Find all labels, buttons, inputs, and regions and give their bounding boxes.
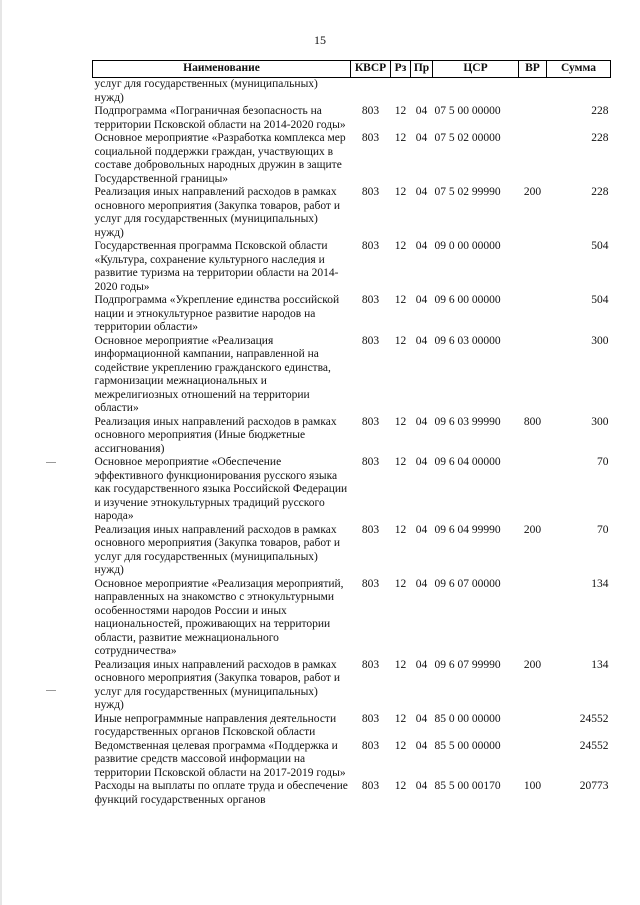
cell-pr: 04 [415,186,428,198]
cell-name: Подпрограмма «Укрепление единства российской нации и этнокультурное развитие народов на территории области» [94,294,340,333]
cell-rz: 12 [394,132,407,144]
cell-sum: 134 [591,577,609,590]
cell-csr: 07 5 02 00000 [434,132,501,144]
cell-pr: 04 [415,577,428,590]
cell-pr [411,78,433,106]
cell-ksvr [351,78,391,106]
cell-ksvr: 803 [361,132,380,144]
cell-name: Иные непрограммные направления деятельности государственных органов Псковской области [94,712,337,738]
cell-rz: 12 [394,658,407,671]
cell-sum: 20773 [579,780,609,792]
cell-name: Основное мероприятие «Обеспечение эффективного функционирования русского языка как государственного языка Российской Федерации и изучение этнокультурных традиций русского народа» [94,456,348,522]
page-number: 15 [314,33,326,47]
cell-sum: 504 [591,294,609,306]
cell-vr: 200 [523,658,542,671]
table-row [93,132,611,186]
cell-sum: 228 [591,105,609,117]
cell-rz: 12 [394,294,407,306]
cell-pr: 04 [415,456,428,468]
cell-pr: 04 [415,415,428,428]
cell-sum: 24552 [579,739,609,752]
table-row [93,416,611,457]
cell-vr [519,578,547,659]
cell-pr: 04 [415,780,428,792]
cell-rz [391,78,411,106]
cell-csr: 09 6 03 99990 [434,415,501,428]
cell-vr: 200 [523,186,542,198]
cell-name: Основное мероприятие «Разработка комплекса мер социальной поддержки граждан, участвующих в составе добровольных народных дружин в защите Государственной границы» [94,132,346,185]
cell-sum: 228 [591,186,609,198]
cell-ksvr: 803 [361,186,380,198]
cell-rz: 12 [394,712,407,725]
cell-vr [519,132,547,186]
cell-name: Реализация иных направлений расходов в рамках основного мероприятия (Закупка товаров, работ и услуг для государственных (муниципальных) нужд) [94,523,340,576]
cell-pr: 04 [415,334,428,347]
budget-table [92,60,611,807]
cell-rz: 12 [394,334,407,347]
cell-pr: 04 [415,105,428,117]
cell-vr [519,335,547,416]
cell-ksvr: 803 [361,294,380,306]
table-row [93,578,611,659]
cell-name: Реализация иных направлений расходов в рамках основного мероприятия (Закупка товаров, работ и услуг для государственных (муниципальных) нужд) [94,658,340,711]
cell-sum: 70 [597,523,609,536]
cell-name: Ведомственная целевая программа «Поддержка и развитие средств массовой информации на территории Псковской области на 2017-2019 годы» [94,739,346,779]
cell-rz: 12 [394,105,407,117]
header-name: Наименование [93,61,351,78]
header-csr: ЦСР [433,61,519,78]
cell-rz: 12 [394,739,407,752]
cell-name: Основное мероприятие «Реализация мероприятий, направленных на знакомство с этнокультурными особенностями народов России и иных национальностей, проживающих на территории области, развитие межнационального сотрудничества» [94,577,344,657]
cell-pr: 04 [415,739,428,752]
table-row [93,740,611,781]
cell-pr: 04 [415,658,428,671]
cell-vr: 800 [523,415,542,428]
cell-name: Государственная программа Псковской области «Культура, сохранение культурного наследия и развитие туризма на территории области на 2014-2020 годы» [94,240,339,293]
table-row [93,240,611,294]
table-row [93,335,611,416]
cell-csr: 09 6 07 99990 [434,658,501,671]
cell-ksvr: 803 [361,658,380,671]
cell-name: услуг для государственных (муниципальных) нужд) [94,78,318,104]
cell-ksvr: 803 [361,334,380,347]
cell-vr [519,713,547,740]
cell-vr [519,456,547,524]
cell-csr: 09 0 00 00000 [434,240,501,252]
cell-sum: 134 [591,658,609,671]
cell-pr: 04 [415,523,428,536]
cell-pr: 04 [415,294,428,306]
table-row [93,780,611,807]
cell-csr: 09 6 04 99990 [434,523,501,536]
cell-csr: 07 5 00 00000 [434,105,501,117]
cell-vr [519,78,547,106]
cell-ksvr: 803 [361,240,380,252]
cell-pr: 04 [415,240,428,252]
cell-sum: 228 [591,132,609,144]
cell-name: Основное мероприятие «Реализация информационной кампании, направленной на содействие укреплению гражданского единства, гармонизации межнациональных и межрелигиозных отношений на территории области» [94,334,331,414]
cell-vr [519,294,547,335]
cell-rz: 12 [394,186,407,198]
cell-ksvr: 803 [361,105,380,117]
cell-name: Реализация иных направлений расходов в рамках основного мероприятия (Иные бюджетные ассигнования) [94,415,337,455]
header-pr: Пр [411,61,433,78]
cell-csr [433,78,519,106]
cell-rz: 12 [394,456,407,468]
cell-name: Подпрограмма «Пограничная безопасность на территории Псковской области на 2014-2020 годы» [94,105,346,131]
table-row [93,78,611,106]
header-vr: ВР [519,61,547,78]
cell-sum [547,78,611,106]
cell-vr: 200 [523,523,542,536]
table-row [93,456,611,524]
margin-mark [46,690,56,691]
cell-ksvr: 803 [361,712,380,725]
table-row [93,713,611,740]
cell-sum: 24552 [579,712,609,725]
cell-ksvr: 803 [361,739,380,752]
cell-name: Расходы на выплаты по оплате труда и обеспечение функций государственных органов [94,780,348,806]
cell-rz: 12 [394,240,407,252]
header-ksvr: КВСР [351,61,391,78]
scan-edge [0,0,2,905]
cell-rz: 12 [394,523,407,536]
cell-csr: 09 6 07 00000 [434,577,501,590]
cell-name: Реализация иных направлений расходов в рамках основного мероприятия (Закупка товаров, работ и услуг для государственных (муниципальных) нужд) [94,186,340,239]
table-row [93,186,611,240]
header-sum: Сумма [547,61,611,78]
cell-pr: 04 [415,132,428,144]
cell-pr: 04 [415,712,428,725]
cell-sum: 300 [591,334,609,347]
cell-rz: 12 [394,415,407,428]
cell-ksvr: 803 [361,577,380,590]
cell-sum: 504 [591,240,609,252]
cell-csr: 09 6 03 00000 [434,334,501,347]
cell-csr: 09 6 04 00000 [434,456,501,468]
table-row [93,524,611,578]
margin-mark [46,462,56,463]
cell-csr: 85 5 00 00000 [434,739,501,752]
cell-vr [519,240,547,294]
cell-csr: 09 6 00 00000 [434,294,501,306]
cell-csr: 07 5 02 99990 [434,186,501,198]
cell-rz: 12 [394,780,407,792]
table-header [93,61,611,78]
header-rz: Рз [391,61,411,78]
cell-vr [519,740,547,781]
cell-vr: 100 [523,780,542,792]
cell-ksvr: 803 [361,456,380,468]
cell-ksvr: 803 [361,780,380,792]
cell-csr: 85 5 00 00170 [434,780,501,792]
cell-ksvr: 803 [361,415,380,428]
cell-vr [519,105,547,132]
table-row [93,294,611,335]
cell-rz: 12 [394,577,407,590]
table-row [93,105,611,132]
cell-ksvr: 803 [361,523,380,536]
table-row [93,659,611,713]
cell-csr: 85 0 00 00000 [434,712,501,725]
cell-sum: 70 [597,456,609,468]
cell-sum: 300 [591,415,609,428]
